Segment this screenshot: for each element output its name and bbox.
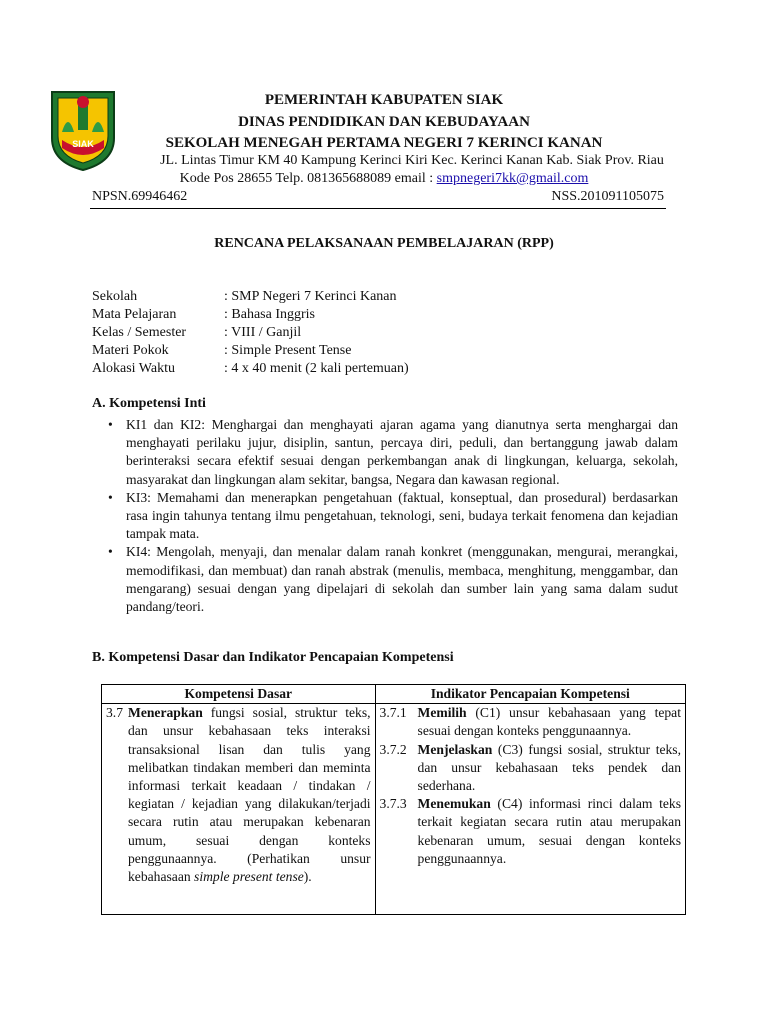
kd-item [106,704,371,886]
info-row: Sekolah : SMP Negeri 7 Kerinci Kanan [92,289,397,304]
table-header-row [102,685,686,704]
npsn: NPSN.69946462 [92,189,188,204]
identity-block [92,288,409,378]
info-row: Materi Pokok : Simple Present Tense [92,343,352,358]
header-address: JL. Lintas Timur KM 40 Kampung Kerinci Kiri Kec. Kerinci Kanan Kab. Siak Prov. Riau [160,153,664,168]
school-ids [92,189,664,205]
kd-text: Menerapkan fungsi sosial, struktur teks, dan unsur kebahasaan teks interaksi transaksional lisan dan tulis yang melibatkan tindakan memberi dan meminta informasi terkait keadaan / tindakan / kegiatan / kejadian yang dilakukan/terjadi secara rutin atau merupakan kebenaran umum, sesuai dengan konteks penggunaannya. (Perhatikan unsur kebahasaan simple present tense). [128,705,371,885]
table-row [102,704,686,915]
header-line-1: PEMERINTAH KABUPATEN SIAK [264,92,504,108]
header-line-3: SEKOLAH MENEGAH PERTAMA NEGERI 7 KERINCI KANAN [165,135,603,151]
header-line-2: DINAS PENDIDIKAN DAN KEBUDAYAAN [238,114,530,130]
bullet-icon: • [108,417,113,432]
core-competence-list [108,416,678,616]
bullet-icon: • [108,544,113,560]
email-link[interactable]: smpnegeri7kk@gmail.com [436,171,589,186]
info-row: Mata Pelajaran : Bahasa Inggris [92,307,315,322]
kd-cell [102,704,376,915]
indicator-item: 3.7.2 Menjelaskan (C3) fungsi sosial, struktur teks, dan unsur kebahasaan teks pendek dan sederhana. [379,741,681,794]
col-header-kd: Kompetensi Dasar [102,685,376,704]
header-contact [0,171,768,187]
info-row: Kelas / Semester : VIII / Ganjil [92,325,302,340]
logo-text: SIAK [72,139,94,149]
section-b-title: B. Kompetensi Dasar dan Indikator Pencapaian Kompetensi [92,650,454,665]
list-item: • KI3: Memahami dan menerapkan pengetahuan (faktual, konseptual, dan prosedural) berdasarkan rasa ingin tahunya tentang ilmu pengetahuan, teknologi, seni, budaya terkait fenomena dan kejadian tampak mata. [108,489,678,542]
header-divider [90,208,666,209]
competence-table [101,684,686,915]
col-header-ipk: Indikator Pencapaian Kompetensi [375,685,685,704]
nss: NSS.201091105075 [551,189,664,204]
contact-text: Kode Pos 28655 Telp. 081365688089 email : [179,171,437,186]
section-a-title: A. Kompetensi Inti [92,396,206,411]
list-item: • KI4: Mengolah, menyaji, dan menalar dalam ranah konkret (menggunakan, mengurai, merangkai, memodifikasi, dan membuat) dan ranah abstrak (menulis, membaca, menghitung, menggambar, dan mengarang) sesuai dengan yang dipelajari di sekolah dan sumber lain yang sama dalam sudut pandang/teori. [108,544,678,615]
ipk-cell [375,704,685,915]
bullet-icon: • [108,489,113,505]
kd-number: 3.7 [106,705,123,721]
info-row: Alokasi Waktu : 4 x 40 menit (2 kali pertemuan) [92,361,409,376]
indicator-item: 3.7.1 Memilih (C1) unsur kebahasaan yang tepat sesuai dengan konteks penggunaannya. [379,705,681,739]
list-item: • KI1 dan KI2: Menghargai dan menghayati ajaran agama yang dianutnya serta menghargai dan menghayati perilaku jujur, disiplin, santun, percaya diri, peduli, dan bertanggung jawab dalam berinteraksi secara efektif sesuai dengan perkembangan anak di lingkungan, keluarga, sekolah, masyarakat dan lingkungan alam sekitar, bangsa, Negara dan kawasan regional. [108,417,678,487]
indicator-item: 3.7.3 Menemukan (C4) informasi rinci dalam teks terkait kegiatan secara rutin atau merupakan kebenaran umum, sesuai dengan konteks penggunaannya. [379,796,681,866]
document-title: RENCANA PELAKSANAAN PEMBELAJARAN (RPP) [214,236,554,251]
